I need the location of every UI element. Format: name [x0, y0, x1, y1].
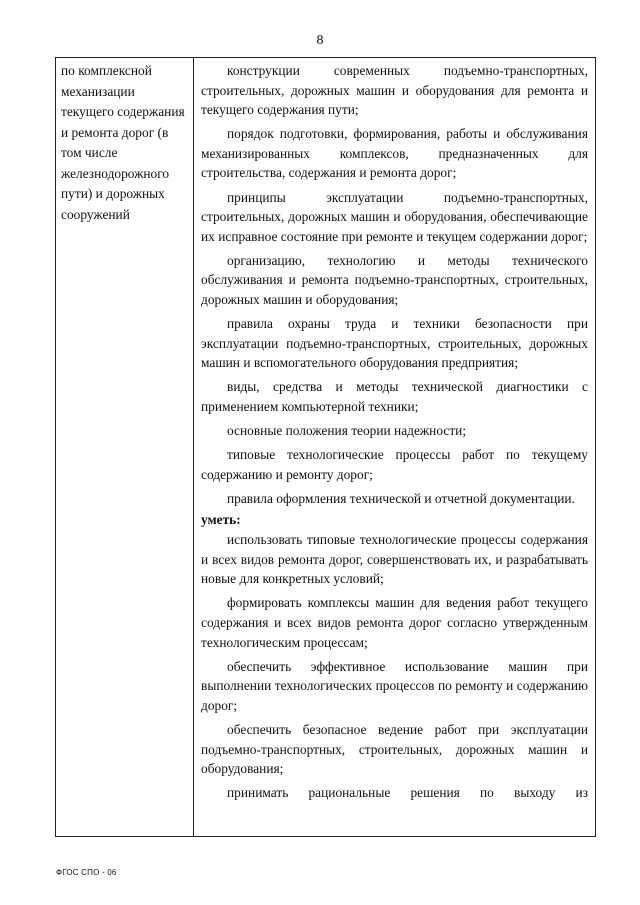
- knowledge-item: правила охраны труда и техники безопасности при эксплуатации подъемно-транспортных, строительных, дорожных машин и вспомогательного оборудования предприятия;: [201, 316, 588, 371]
- knowledge-item: правила оформления технической и отчетной документации.: [227, 490, 575, 506]
- skill-item: принимать рациональные решения по выходу из: [227, 785, 588, 801]
- skill-item: использовать типовые технологические процессы содержания и всех видов ремонта дорог, совершенствовать их, и разрабатывать новые для конкретных условий;: [201, 532, 588, 587]
- document-code-footer: ФГОС СПО - 06: [56, 868, 117, 877]
- knowledge-item: типовые технологические процессы работ по текущему содержанию и ремонту дорог;: [201, 447, 588, 482]
- skill-item: обеспечить безопасное ведение работ при эксплуатации подъемно-транспортных, строительных, дорожных машин и оборудования;: [201, 721, 588, 777]
- knowledge-item: организацию, технологию и методы технического обслуживания и ремонта подъемно-транспортных, строительных, дорожных машин и оборудования;: [201, 252, 588, 308]
- column-divider: [193, 58, 194, 836]
- knowledge-item: принципы эксплуатации подъемно-транспортных, строительных, дорожных машин и оборудования, обеспечивающие их исправное состояние при ремонте и текущем содержании дорог;: [201, 189, 588, 244]
- skills-label: уметь:: [201, 512, 241, 528]
- knowledge-item: виды, средства и методы технической диагностики с применением компьютерной техники;: [201, 379, 588, 414]
- table-right-cell: [201, 61, 588, 803]
- knowledge-item: порядок подготовки, формирования, работы и обслуживания механизированных комплексов, предназначенных для строительства, содержания и ремонта дорог;: [201, 126, 588, 181]
- competency-table: [55, 57, 596, 837]
- skill-item: формировать комплексы машин для ведения работ текущего содержания и всех видов ремонта дорог согласно утвержденным технологическим процессам;: [201, 595, 588, 650]
- table-left-cell: по комплексной механизации текущего содержания и ремонта дорог (в том числе железнодорожного пути) и дорожных сооружений: [61, 63, 185, 222]
- knowledge-item: конструкции современных подъемно-транспортных, строительных, дорожных машин и оборудования для ремонта и текущего содержания пути;: [201, 63, 588, 118]
- page-number: 8: [316, 33, 324, 48]
- skill-item: обеспечить эффективное использование машин при выполнении технологических процессов по ремонту и содержанию дорог;: [201, 658, 588, 713]
- knowledge-item: основные положения теории надежности;: [227, 423, 467, 439]
